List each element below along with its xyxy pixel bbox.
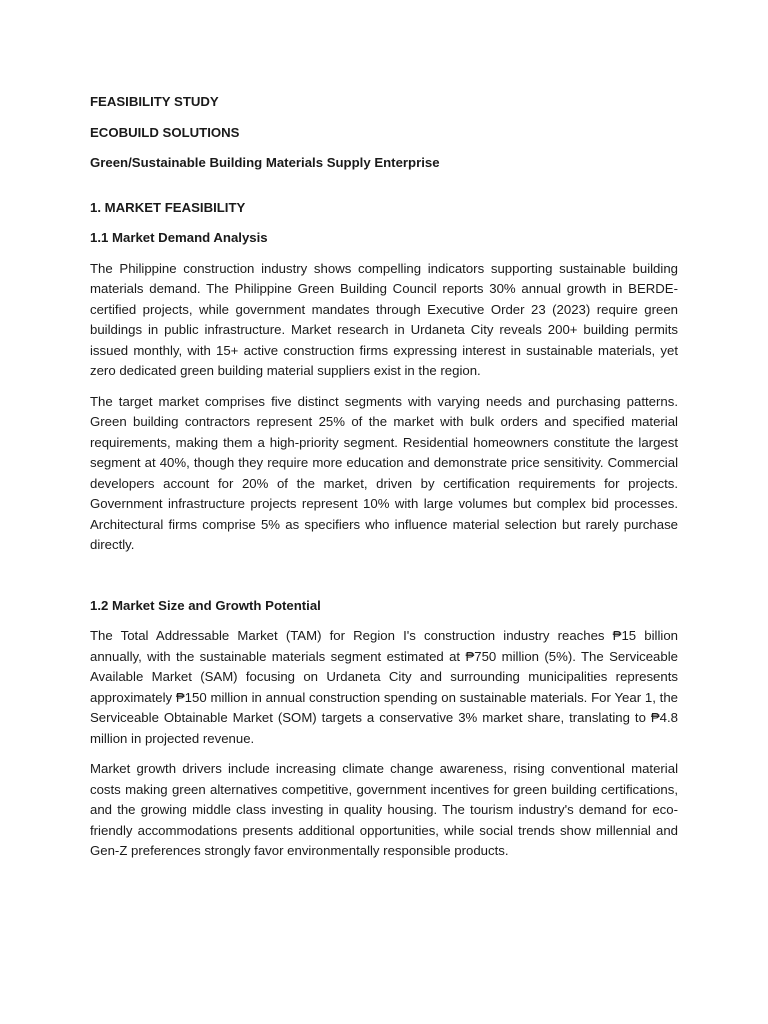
subsection-heading-market-demand: 1.1 Market Demand Analysis [90,230,268,245]
paragraph-market-size-1: The Total Addressable Market (TAM) for Region I's construction industry reaches ₱15 billion annually, with the sustainable materials segment estimated at ₱750 million (5%). The Serviceable Available Market (SAM) focusing on Urdaneta City and surrounding municipalities represents approximately ₱150 million in annual construction spending on sustainable materials. For Year 1, the Serviceable Obtainable Market (SOM) targets a conservative 3% market share, translating to ₱4.8 million in projected revenue. [90,628,678,746]
document-subtitle: Green/Sustainable Building Materials Supply Enterprise [90,155,440,170]
document-page [90,92,678,872]
company-name: ECOBUILD SOLUTIONS [90,124,240,140]
paragraph-market-demand-2: The target market comprises five distinct segments with varying needs and purchasing patterns. Green building contractors represent 25% of the market with bulk orders and specified material requirements, making them a high-priority segment. Residential homeowners constitute the largest segment at 40%, though they require more education and demonstrate price sensitivity. Commercial developers account for 20% of the market, driven by certification requirements for projects. Government infrastructure projects represent 10% with large volumes but complex bid processes. Architectural firms comprise 5% as specifiers who influence material selection but rarely purchase directly. [90,393,678,552]
paragraph-market-size-2: Market growth drivers include increasing climate change awareness, rising conventional material costs making green alternatives competitive, government incentives for green building certifications, and the growing middle class investing in quality housing. The tourism industry's demand for eco-friendly accommodations presents additional opportunities, while social trends show millennial and Gen-Z preferences strongly favor environmentally responsible products. [90,761,678,858]
paragraph-market-demand-1: The Philippine construction industry shows compelling indicators supporting sustainable building materials demand. The Philippine Green Building Council reports 30% annual growth in BERDE-certified projects, while government mandates through Executive Order 23 (2023) require green buildings in public infrastructure. Market research in Urdaneta City reveals 200+ building permits issued monthly, with 15+ active construction firms expressing interest in sustainable materials, yet zero dedicated green building material suppliers exist in the region. [90,260,678,378]
subsection-heading-market-size: 1.2 Market Size and Growth Potential [90,597,321,613]
document-title: FEASIBILITY STUDY [90,94,219,109]
section-heading-market-feasibility: 1. MARKET FEASIBILITY [90,199,246,215]
